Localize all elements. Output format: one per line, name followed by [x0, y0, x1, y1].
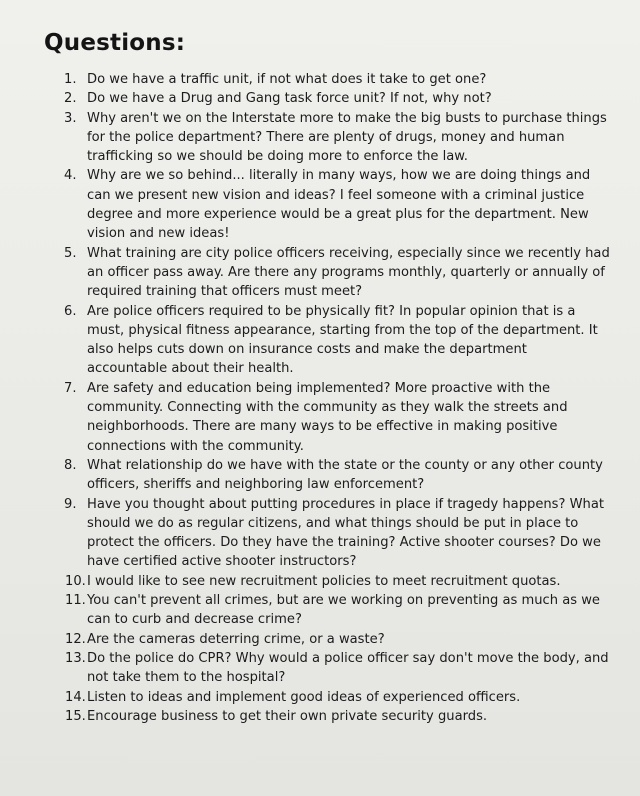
question-item	[0, 456, 640, 495]
question-text: Do the police do CPR? Why would a police officer say don't move the body, and not take them to the hospital?	[87, 650, 609, 686]
question-item	[0, 649, 640, 688]
question-text: Listen to ideas and implement good ideas of experienced officers.	[87, 689, 521, 705]
question-number: 9.	[64, 496, 77, 512]
question-number: 14.	[65, 689, 86, 705]
question-item	[0, 688, 640, 707]
question-item	[0, 379, 640, 456]
question-item	[0, 302, 640, 379]
question-item	[0, 70, 640, 89]
question-item	[0, 166, 640, 243]
question-number: 6.	[64, 303, 77, 319]
question-item	[0, 495, 640, 572]
question-number: 4.	[64, 168, 77, 184]
question-item	[0, 591, 640, 630]
page-title: Questions:	[44, 30, 186, 56]
questions-list	[0, 70, 640, 726]
question-number: 2.	[64, 91, 77, 107]
question-item	[0, 707, 640, 726]
question-number: 3.	[64, 110, 77, 126]
question-text: Are safety and education being implemented? More proactive with the community. Connecting with the community as they walk the streets and neighborhoods. There are many ways to be effective in making positive connections with the community.	[87, 380, 568, 454]
question-number: 1.	[64, 72, 77, 87]
question-text: Are the cameras deterring crime, or a waste?	[87, 631, 385, 647]
question-text: Do we have a traffic unit, if not what does it take to get one?	[87, 72, 487, 87]
question-number: 11.	[65, 593, 86, 609]
question-text: Why aren't we on the Interstate more to make the big busts to purchase things for the police department? There are plenty of drugs, money and human trafficking so we should be doing more to enforce the law.	[87, 110, 607, 165]
question-text: What relationship do we have with the state or the county or any other county officers, sheriffs and neighboring law enforcement?	[87, 457, 603, 493]
question-number: 8.	[64, 457, 77, 473]
question-text: Why are we so behind... literally in many ways, how we are doing things and can we present new vision and ideas? I feel someone with a criminal justice degree and more experience would be a great plus for the department. New vision and new ideas!	[87, 168, 591, 242]
question-item	[0, 244, 640, 302]
question-item	[0, 109, 640, 167]
question-number: 10.	[65, 573, 86, 589]
question-number: 15.	[65, 708, 86, 724]
question-number: 5.	[64, 245, 77, 261]
question-item	[0, 630, 640, 649]
question-number: 13.	[65, 650, 86, 666]
question-text: Encourage business to get their own private security guards.	[87, 708, 488, 724]
question-item	[0, 89, 640, 108]
question-item	[0, 572, 640, 591]
question-text: What training are city police officers receiving, especially since we recently had an officer pass away. Are there any programs monthly, quarterly or annually of required training that officers must meet?	[87, 245, 610, 300]
question-text: I would like to see new recruitment policies to meet recruitment quotas.	[87, 573, 561, 589]
question-text: Do we have a Drug and Gang task force unit? If not, why not?	[87, 91, 492, 107]
question-text: You can't prevent all crimes, but are we working on preventing as much as we can to curb and decrease crime?	[87, 593, 600, 628]
question-number: 12.	[65, 631, 86, 647]
question-number: 7.	[64, 380, 77, 396]
question-text: Are police officers required to be physically fit? In popular opinion that is a must, physical fitness appearance, starting from the top of the department. It also helps cuts down on insurance costs and make the department accountable about their health.	[87, 303, 598, 377]
question-text: Have you thought about putting procedures in place if tragedy happens? What should we do as regular citizens, and what things should be put in place to protect the officers. Do they have the training? Active shooter courses? Do we have certified active shooter instructors?	[87, 496, 605, 570]
